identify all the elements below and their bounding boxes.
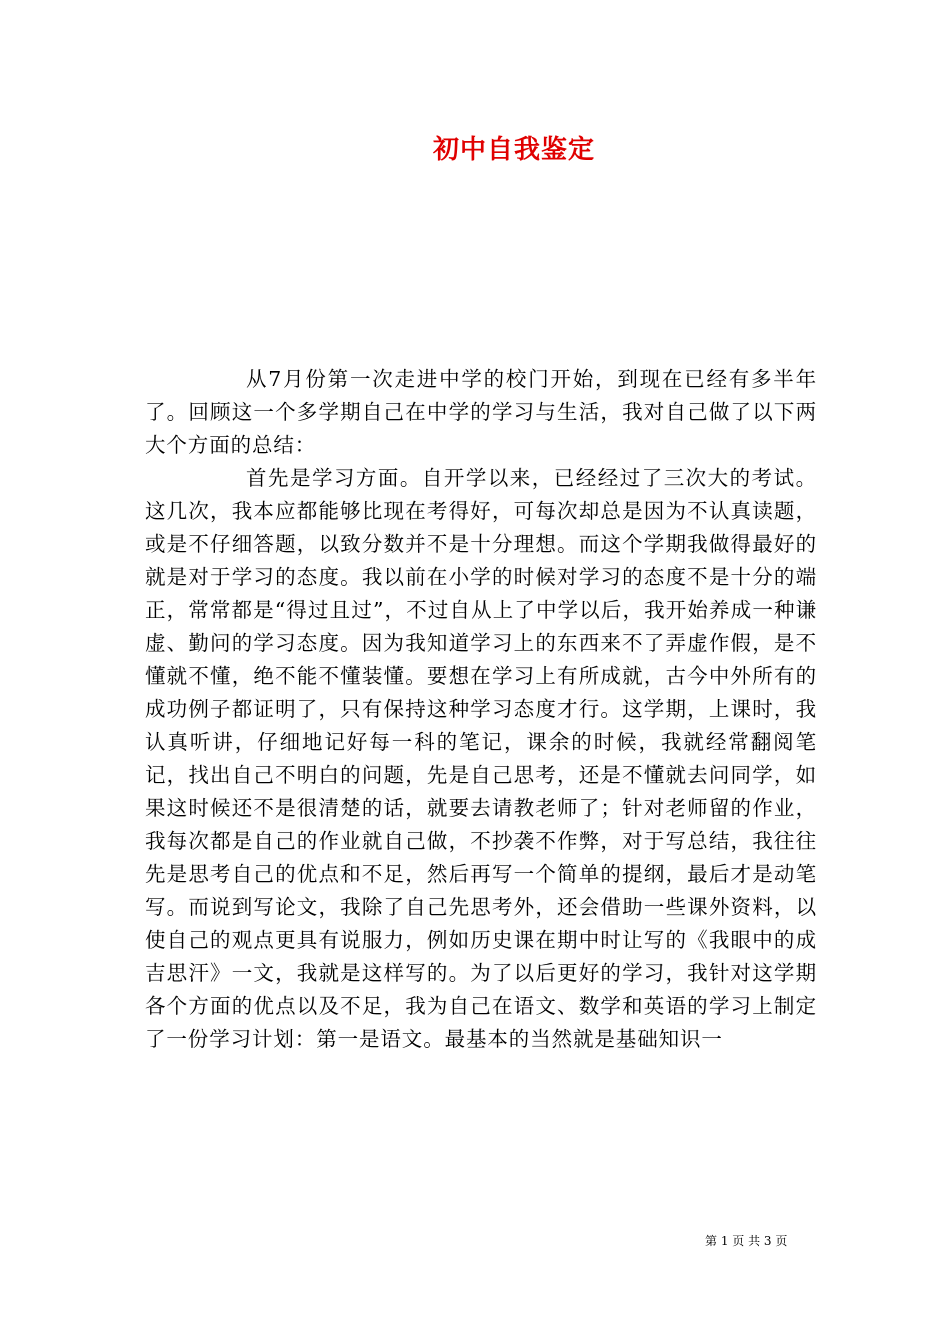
document-body (145, 363, 817, 1056)
page-footer: 第 1 页 共 3 页 (705, 1234, 788, 1248)
paragraph-intro: 从7月份第一次走进中学的校门开始，到现在已经有多半年了。回顾这一个多学期自己在中学的学习与生活，我对自己做了以下两大个方面的总结： (145, 367, 817, 457)
paragraph-study: 首先是学习方面。自开学以来，已经经过了三次大的考试。这几次，我本应都能够比现在考得好，可每次却总是因为不认真读题，或是不仔细答题，以致分数并不是十分理想。而这个学期我做得最好的就是对于学习的态度。我以前在小学的时候对学习的态度不是十分的端正，常常都是“得过且过”，不过自从上了中学以后，我开始养成一种谦虚、勤问的学习态度。因为我知道学习上的东西来不了弄虚作假，是不懂就不懂，绝不能不懂装懂。要想在学习上有所成就，古今中外所有的成功例子都证明了，只有保持这种学习态度才行。这学期，上课时，我认真听讲，仔细地记好每一科的笔记，课余的时候，我就经常翻阅笔记，找出自己不明白的问题，先是自己思考，还是不懂就去问同学，如果这时候还不是很清楚的话，就要去请教老师了；针对老师留的作业，我每次都是自己的作业就自己做，不抄袭不作弊，对于写总结，我往往先是思考自己的优点和不足，然后再写一个简单的提纲，最后才是动笔写。而说到写论文，我除了自己先思考外，还会借助一些课外资料，以使自己的观点更具有说服力，例如历史课在期中时让写的《我眼中的成吉思汗》一文，我就是这样写的。为了以后更好的学习，我针对这学期各个方面的优点以及不足，我为自己在语文、数学和英语的学习上制定了一份学习计划：第一是语文。最基本的当然就是基础知识一 (145, 466, 817, 1051)
document-title: 初中自我鉴定 (432, 135, 595, 165)
